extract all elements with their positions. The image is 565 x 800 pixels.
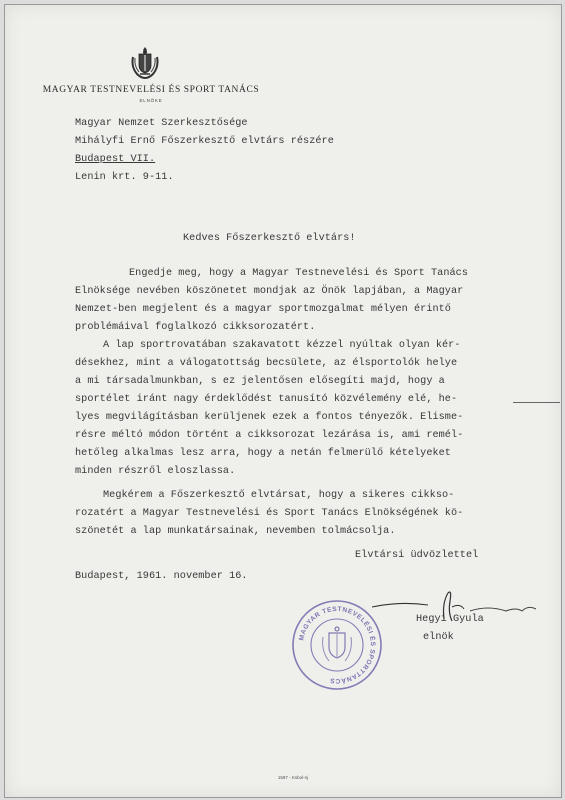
margin-mark bbox=[513, 402, 560, 403]
body-line: Megkérem a Főszerkesztő elvtársat, hogy a sikeres cikkso- bbox=[103, 490, 455, 501]
body-line: A lap sportrovatában szakavatott kézzel nyúltak olyan kér- bbox=[103, 340, 461, 351]
letter-date: Budapest, 1961. november 16. bbox=[75, 571, 248, 582]
body-line: problémáival foglalkozó cikksorozatért. bbox=[75, 322, 316, 333]
body-line: résre méltó módon történt a cikksorozat lezárása is, ami remél- bbox=[75, 430, 464, 441]
body-line: Engedje meg, hogy a Magyar Testnevelési és Sport Tanács bbox=[129, 268, 468, 279]
signer-title: elnök bbox=[423, 632, 454, 643]
organization-subtitle: ELNÖKE bbox=[139, 98, 163, 103]
body-line: Elnöksége nevében köszönetet mondjak az Önök lapjában, a Magyar bbox=[75, 286, 464, 297]
stamp-text: MAGYAR TESTNEVELÉSI ÉS SPORTTANÁCS bbox=[298, 605, 377, 685]
body-line: lyes megvilágításban kerüljenek ezek a fontos tényezők. Elisme- bbox=[75, 412, 464, 423]
svg-text:MAGYAR TESTNEVELÉSI ÉS SPORTTA bbox=[298, 606, 378, 686]
recipient-line-2: Mihályfi Ernő Főszerkesztő elvtárs részére bbox=[75, 136, 334, 147]
body-line: hetőleg alkalmas lesz arra, hogy a netán felmerülő kételyeket bbox=[75, 448, 451, 459]
letter-page bbox=[4, 4, 562, 798]
body-line: sportélet iránt nagy érdeklődést tanusító közvélemény elé, he- bbox=[75, 394, 458, 405]
closing: Elvtársi üdvözlettel bbox=[355, 550, 479, 561]
recipient-line-3: Budapest VII. bbox=[75, 154, 156, 165]
recipient-line-1: Magyar Nemzet Szerkesztősége bbox=[75, 118, 248, 129]
signer-name: Hegyi Gyula bbox=[416, 614, 484, 625]
body-line: a mi társadalmunkban, s ez jelentősen elősegíti majd, hogy a bbox=[75, 376, 445, 387]
salutation: Kedves Főszerkesztő elvtárs! bbox=[183, 233, 356, 244]
recipient-line-4: Lenin krt. 9-11. bbox=[75, 172, 174, 183]
body-line: Nemzet-ben megjelent és a magyar sportmozgalmat mélyen érintő bbox=[75, 304, 451, 315]
body-line: minden részről eloszlassa. bbox=[75, 466, 236, 477]
organization-name: MAGYAR TESTNEVELÉSI ÉS SPORT TANÁCS bbox=[42, 85, 260, 95]
body-line: désekhez, mint a válogatottság becsülete, az élsportolók helye bbox=[75, 358, 458, 369]
print-footer: 1597 - Ksbol-nj bbox=[277, 775, 309, 780]
body-line: rozatért a Magyar Testnevelési és Sport Tanács Elnökségének kö- bbox=[75, 508, 464, 519]
hungarian-coat-of-arms-icon bbox=[129, 45, 161, 79]
body-line: szönetét a lap munkatársainak, nevemben tolmácsolja. bbox=[75, 526, 396, 537]
